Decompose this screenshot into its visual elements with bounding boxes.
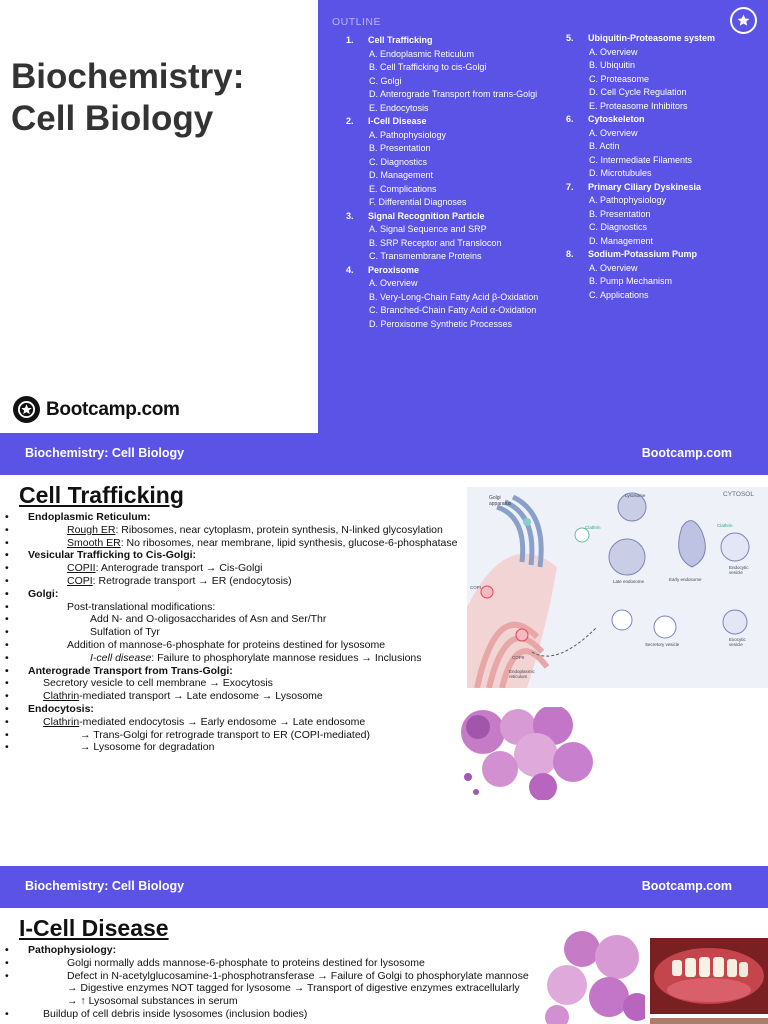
list-item: • Sulfation of Tyr <box>20 626 457 639</box>
gingival-hyperplasia-photo <box>650 938 768 1014</box>
outline-section <box>346 264 538 332</box>
outline-section <box>566 248 715 302</box>
outline-item: E. Proteasome Inhibitors <box>589 100 688 111</box>
list-item <box>20 562 457 575</box>
outline-item: B. Actin <box>589 141 620 151</box>
outline-section <box>566 181 715 249</box>
list-item-continuation: → Digestive enzymes NOT tagged for lysosome → Transport of digestive enzymes extracellularly <box>67 982 520 995</box>
outline-item: C. Diagnostics <box>369 156 428 167</box>
outline-item: D. Management <box>369 170 434 180</box>
second-photo-edge <box>650 1018 768 1024</box>
term-clathrin: Clathrin <box>43 690 80 703</box>
section-title: Sodium-Potassium Pump <box>588 249 698 259</box>
star-logo-icon <box>13 396 40 423</box>
list-item: • Endocytosis: <box>20 703 457 716</box>
cell-trafficking-list <box>20 511 457 754</box>
section-title: Ubiquitin-Proteasome system <box>588 33 716 43</box>
list-item <box>20 537 457 550</box>
diagram-label: Golgi apparatus <box>489 495 512 507</box>
bootcamp-logo <box>13 396 180 423</box>
outline-heading: OUTLINE <box>332 16 382 28</box>
outline-item: B. Presentation <box>589 208 651 219</box>
diagram-label: COPII <box>512 655 525 660</box>
cover-title <box>11 56 244 140</box>
desc: : No ribosomes, near membrane, lipid synthesis, glucose-6-phosphatase <box>120 536 458 549</box>
outline-section <box>346 34 538 115</box>
outline-column-right <box>566 32 715 302</box>
outline-item: C. Transmembrane Proteins <box>369 251 482 261</box>
outline-panel <box>318 0 768 433</box>
cell-trafficking-diagram <box>467 487 768 688</box>
outline-item: D. Microtubules <box>589 168 652 178</box>
diagram-label: Clathrin <box>585 525 601 530</box>
list-item <box>20 716 457 729</box>
slide-header-bar <box>0 866 768 908</box>
list-item <box>20 652 457 665</box>
slide-header-bar <box>0 433 768 475</box>
outline-column-left <box>346 34 538 331</box>
section-number: 1. <box>346 35 354 45</box>
list-item: • → Lysosome for degradation <box>20 741 457 754</box>
section-title: Cell Trafficking <box>368 35 433 45</box>
outline-item: A. Pathophysiology <box>369 129 447 140</box>
list-item: • Anterograde Transport from Trans-Golgi: <box>20 665 457 678</box>
inclusion-cells-image <box>458 707 593 800</box>
outline-item: B. Ubiquitin <box>589 60 636 70</box>
outline-item: E. Complications <box>369 183 437 194</box>
section-title: Signal Recognition Particle <box>368 210 485 221</box>
term-smooth-er: Smooth ER <box>67 536 121 549</box>
diagram-label: Secretory vesicle <box>645 642 680 647</box>
list-item: • Golgi normally adds mannose-6-phosphate to proteins destined for lysosome <box>20 957 529 970</box>
header-brand: Bootcamp.com <box>641 879 732 893</box>
outline-item: B. SRP Receptor and Translocon <box>369 237 502 248</box>
diagram-label: Endoplasmic reticulum <box>509 669 535 679</box>
outline-item: B. Very-Long-Chain Fatty Acid β-Oxidation <box>369 291 539 302</box>
term-clathrin: Clathrin <box>43 715 80 728</box>
i-cell-list <box>20 944 529 1021</box>
outline-item: C. Branched-Chain Fatty Acid α-Oxidation <box>369 305 537 315</box>
list-item: • Buildup of cell debris inside lysosomes (inclusion bodies) <box>20 1008 529 1021</box>
outline-item: A. Overview <box>589 46 638 57</box>
section-title: Primary Ciliary Dyskinesia <box>588 181 702 192</box>
outline-item: D. Peroxisome Synthetic Processes <box>369 318 513 329</box>
diagram-label: COPI <box>470 585 482 590</box>
outline-item: C. Applications <box>589 289 649 300</box>
header-title: Biochemistry: Cell Biology <box>25 446 185 460</box>
outline-item: D. Cell Cycle Regulation <box>589 87 687 97</box>
logo-text: Bootcamp.com <box>46 398 180 420</box>
list-item: • Add N- and O-oligosaccharides of Asn and Ser/Thr <box>20 613 457 626</box>
outline-section <box>346 115 538 210</box>
outline-item: C. Diagnostics <box>589 222 648 232</box>
list-item <box>20 575 457 588</box>
list-item: • Golgi: <box>20 588 457 601</box>
outline-item: C. Golgi <box>369 75 402 86</box>
desc: : Anterograde transport → Cis-Golgi <box>95 562 263 575</box>
list-item: • Defect in N-acetylglucosamine-1-phosphotransferase → Failure of Golgi to phosphorylate mannose <box>20 970 529 983</box>
desc: : Failure to phosphorylate mannose residues → Inclusions <box>151 651 422 664</box>
list-item: • Addition of mannose-6-phosphate for proteins destined for lysosome <box>20 639 457 652</box>
term-rough-er: Rough ER <box>67 523 116 536</box>
outline-item: A. Pathophysiology <box>589 195 667 205</box>
diagram-label: CYTOSOL <box>723 491 754 498</box>
section-title: Cytoskeleton <box>588 114 645 124</box>
section-title: I-Cell Disease <box>368 116 427 126</box>
section-number: 8. <box>566 249 574 259</box>
list-item <box>20 524 457 537</box>
list-item-continuation: → ↑ Lysosomal substances in serum <box>67 995 238 1008</box>
diagram-label: Lysosome <box>625 493 646 498</box>
desc: : Retrograde transport → ER (endocytosis) <box>92 574 292 587</box>
term-copii: COPII <box>67 562 96 575</box>
desc: : Ribosomes, near cytoplasm, protein synthesis, N-linked glycosylation <box>115 523 443 536</box>
list-item <box>20 690 457 703</box>
list-item: • Vesicular Trafficking to Cis-Golgi: <box>20 549 457 562</box>
section-number: 5. <box>566 33 574 43</box>
outline-item: A. Signal Sequence and SRP <box>369 224 487 234</box>
star-badge-icon <box>730 7 757 34</box>
outline-item: D. Anterograde Transport from trans-Golgi <box>369 89 538 99</box>
slide-title-i-cell-disease: I-Cell Disease <box>19 915 169 941</box>
outline-item: B. Presentation <box>369 143 431 153</box>
outline-item: A. Endoplasmic Reticulum <box>369 48 475 59</box>
slide-title-cell-trafficking: Cell Trafficking <box>19 482 184 508</box>
cover-title-line1: Biochemistry: <box>11 57 245 96</box>
section-number: 3. <box>346 210 354 221</box>
list-item: • Pathophysiology: <box>20 944 529 957</box>
diagram-label: Exocytic vesicle <box>729 637 746 647</box>
section-number: 2. <box>346 116 354 126</box>
section-number: 6. <box>566 114 574 124</box>
list-item: • Secretory vesicle to cell membrane → Exocytosis <box>20 677 457 690</box>
i-cell-microscopy-image <box>537 927 645 1024</box>
outline-item: C. Intermediate Filaments <box>589 154 693 165</box>
outline-item: B. Pump Mechanism <box>589 276 673 286</box>
diagram-label: Clathrin <box>717 523 733 528</box>
outline-section <box>566 113 715 181</box>
header-title: Biochemistry: Cell Biology <box>25 879 185 893</box>
term-i-cell: I-cell disease <box>90 651 152 664</box>
outline-item: B. Cell Trafficking to cis-Golgi <box>369 62 487 72</box>
outline-item: A. Overview <box>369 278 418 288</box>
desc: -mediated endocytosis → Early endosome → Late endosome <box>79 715 366 728</box>
list-item: • Endoplasmic Reticulum: <box>20 511 457 524</box>
outline-item: C. Proteasome <box>589 73 650 84</box>
outline-item: E. Endocytosis <box>369 102 429 113</box>
term-copi: COPI <box>67 574 93 587</box>
outline-section <box>346 210 538 264</box>
section-number: 4. <box>346 264 354 275</box>
list-item: • → Trans-Golgi for retrograde transport to ER (COPI-mediated) <box>20 729 457 742</box>
outline-item: A. Overview <box>589 262 638 273</box>
list-item: • Post-translational modifications: <box>20 601 457 614</box>
section-number: 7. <box>566 181 574 192</box>
desc: -mediated transport → Late endosome → Lysosome <box>79 690 323 703</box>
outline-section <box>566 32 715 113</box>
diagram-label: Late endosome <box>613 579 645 584</box>
outline-item: A. Overview <box>589 127 638 138</box>
header-brand: Bootcamp.com <box>641 446 732 460</box>
diagram-label: Endocytic vesicle <box>729 565 749 575</box>
outline-item: D. Management <box>589 235 654 246</box>
diagram-label: Early endosome <box>669 577 702 582</box>
section-title: Peroxisome <box>368 264 420 275</box>
cover-title-line2: Cell Biology <box>11 99 214 138</box>
outline-item: F. Differential Diagnoses <box>369 197 467 207</box>
